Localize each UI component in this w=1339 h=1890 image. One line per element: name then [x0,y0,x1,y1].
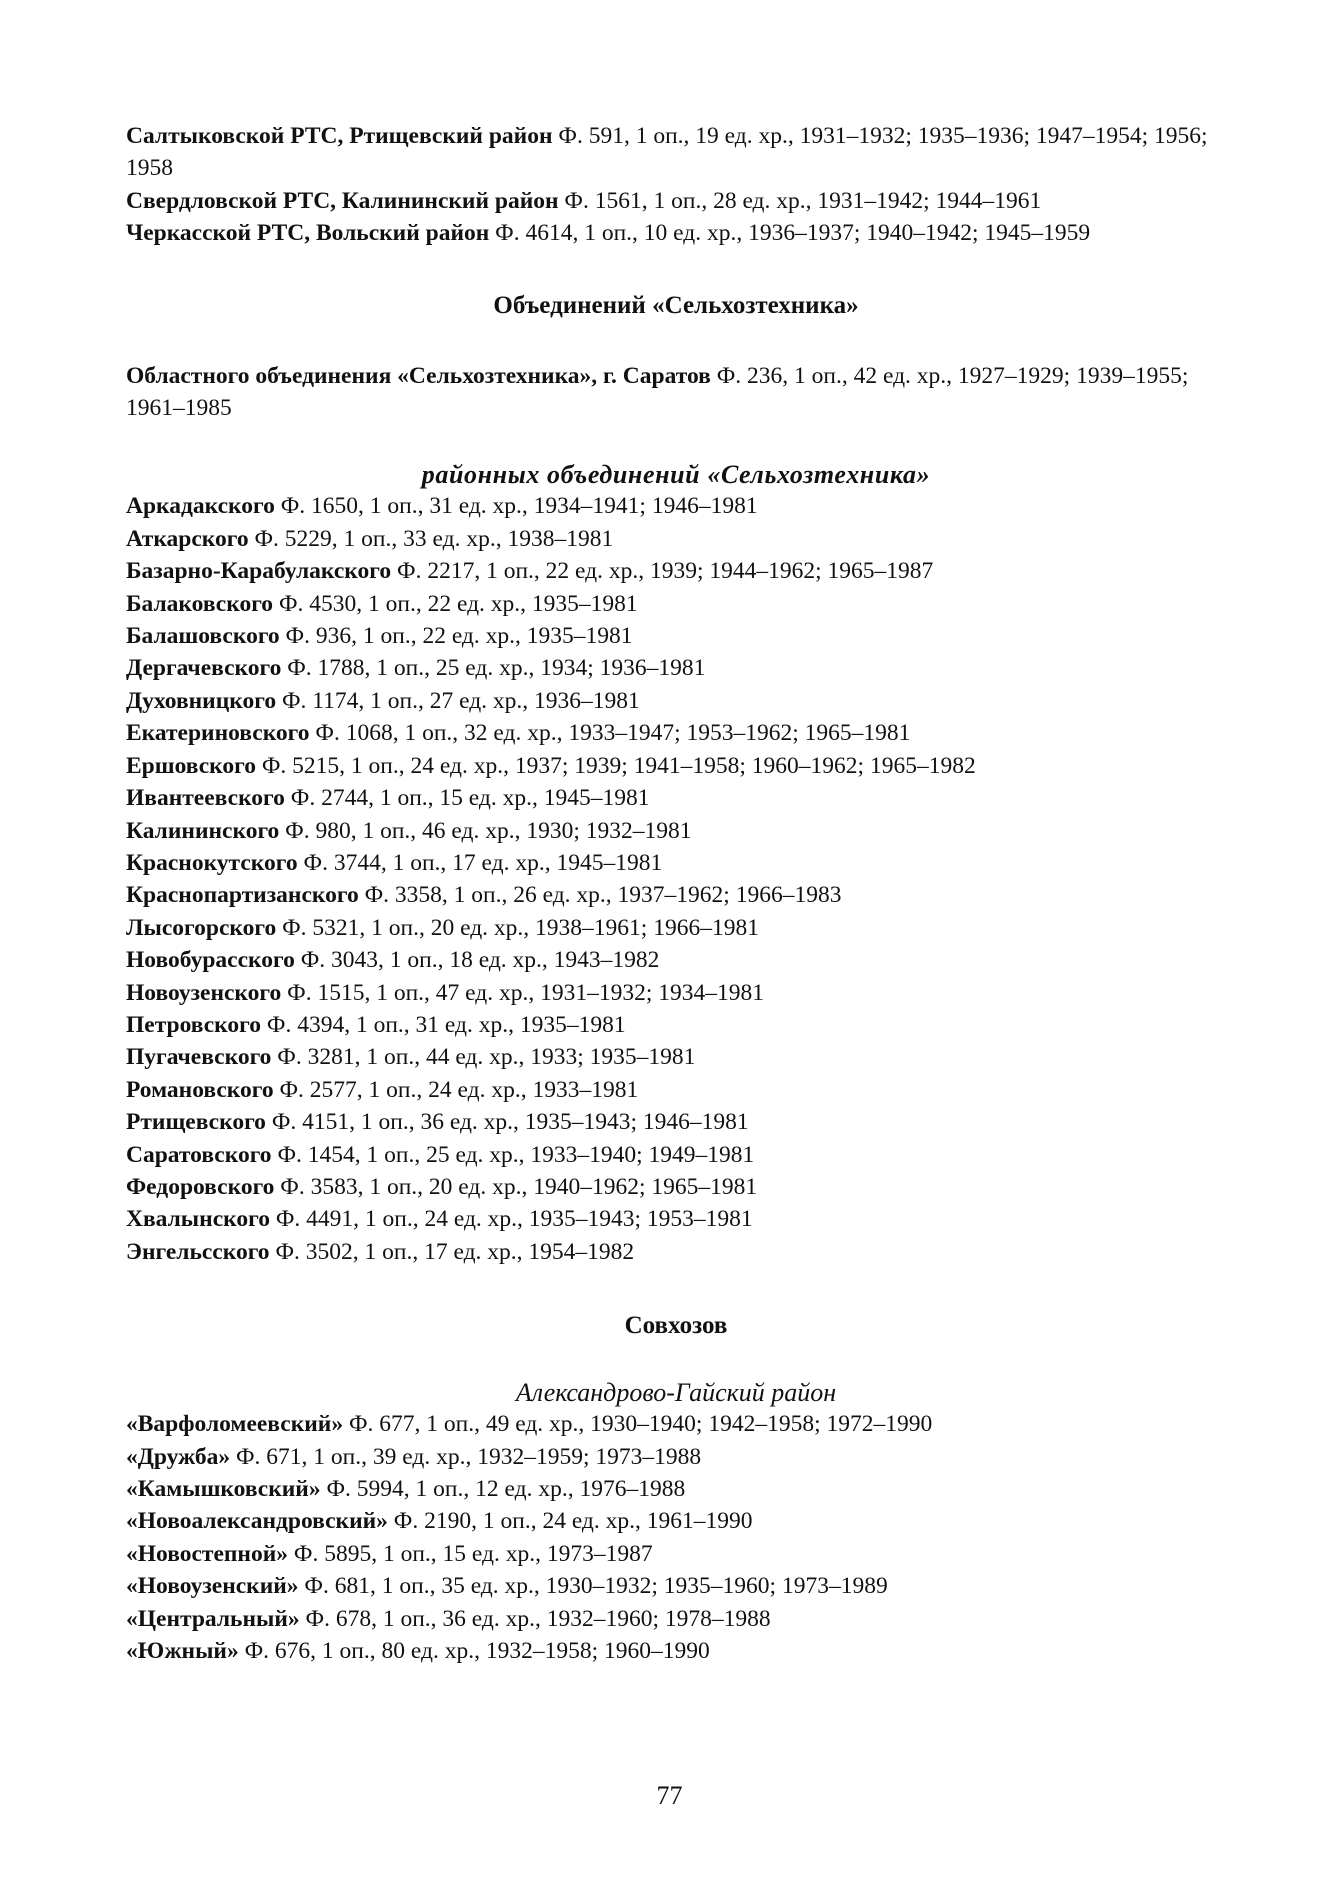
entry-details: Ф. 936, 1 оп., 22 ед. хр., 1935–1981 [279,623,633,650]
list-item [126,217,1211,249]
entry-details: Ф. 2190, 1 оп., 24 ед. хр., 1961–1990 [387,1508,753,1535]
entry-details: Ф. 676, 1 оп., 80 ед. хр., 1932–1958; 1960–1990 [238,1638,710,1665]
entry-details: Ф. 3502, 1 оп., 17 ед. хр., 1954–1982 [269,1238,635,1265]
entry-name: «Центральный» [126,1605,300,1632]
entry-details: Ф. 980, 1 оп., 46 ед. хр., 1930; 1932–1981 [279,817,692,844]
entry-name: Балаковского [126,590,274,617]
entry-name: Федоровского [126,1173,275,1200]
entry-details: Ф. 678, 1 оп., 36 ед. хр., 1932–1960; 1978–1988 [299,1605,771,1632]
entry-details: Ф. 2744, 1 оп., 15 ед. хр., 1945–1981 [284,785,650,812]
entry-details: Ф. 4530, 1 оп., 22 ед. хр., 1935–1981 [273,590,638,617]
entry-name: Свердловской РТС, Калининский район [126,187,559,214]
list-item [126,490,1226,522]
page-number: 77 [656,1781,683,1810]
list-item [126,1538,1226,1570]
list-item [126,1106,1226,1138]
entry-name: Балашовского [126,623,280,650]
list-item [126,120,1211,185]
entry-details: Ф. 5229, 1 оп., 33 ед. хр., 1938–1981 [248,525,614,552]
entry-details: Ф. 677, 1 оп., 49 ед. хр., 1930–1940; 1942–1958; 1972–1990 [343,1411,933,1438]
list-item [126,1570,1226,1602]
entry-details: Ф. 1650, 1 оп., 31 ед. хр., 1934–1941; 1946–1981 [274,493,758,520]
entry-name: Духовницкого [126,687,277,714]
entry-details: Ф. 236, 1 оп., 42 ед. хр., 1927–1929; 1939–1955; 1961–1985 [126,362,1189,422]
list-item [126,1473,1226,1505]
entry-details: Ф. 671, 1 оп., 39 ед. хр., 1932–1959; 1973–1988 [230,1443,702,1470]
entry-name: «Новостепной» [126,1540,288,1567]
entry-name: Лысогорского [126,914,277,941]
list-item [126,185,1211,217]
entry-details: Ф. 1561, 1 оп., 28 ед. хр., 1931–1942; 1944–1961 [558,187,1042,214]
list-item [126,879,1226,911]
entry-name: Ершовского [126,752,256,779]
entry-name: Аткарского [126,525,249,552]
entry-name: Новобурасского [126,947,295,974]
list-item [126,1408,1226,1440]
sovkhoz-list [126,1408,1226,1667]
entry-name: Ивантеевского [126,785,285,812]
list-item [126,1139,1226,1171]
entry-name: Областного объединения «Сельхозтехника», г. Саратов [126,362,711,389]
list-item [126,750,1226,782]
list-item [126,523,1226,555]
list-item [126,977,1226,1009]
entry-details: Ф. 681, 1 оп., 35 ед. хр., 1930–1932; 1935–1960; 1973–1989 [298,1573,888,1600]
list-item [126,1009,1226,1041]
entry-details: Ф. 2217, 1 оп., 22 ед. хр., 1939; 1944–1962; 1965–1987 [391,558,934,585]
entry-details: Ф. 4491, 1 оп., 24 ед. хр., 1935–1943; 1953–1981 [269,1206,753,1233]
list-item [126,1505,1226,1537]
entry-details: Ф. 1454, 1 оп., 25 ед. хр., 1933–1940; 1949–1981 [271,1141,755,1168]
entry-details: Ф. 4394, 1 оп., 31 ед. хр., 1935–1981 [261,1011,626,1038]
list-item [126,1236,1226,1268]
entry-name: «Камышковский» [126,1476,321,1502]
list-item [126,782,1226,814]
list-item [126,685,1226,717]
entry-details: Ф. 1174, 1 оп., 27 ед. хр., 1936–1981 [276,687,640,714]
list-item [126,1635,1226,1667]
list-item [126,588,1226,620]
list-item [126,1171,1226,1203]
entry-name: Базарно-Карабулакского [126,558,392,585]
entry-name: Калининского [126,817,280,844]
entry-details: Ф. 3043, 1 оп., 18 ед. хр., 1943–1982 [294,947,660,974]
entry-details: Ф. 2577, 1 оп., 24 ед. хр., 1933–1981 [273,1076,639,1103]
rts-entry-list [126,120,1226,250]
list-item [126,815,1226,847]
entry-name: Энгельсского [126,1238,270,1265]
district-association-list [126,490,1226,1268]
entry-name: Романовского [126,1076,274,1103]
entry-name: «Новоузенский» [126,1573,299,1600]
entry-name: Краснопартизанского [126,882,359,909]
entry-name: Черкасской РТС, Вольский район [126,220,490,247]
entry-name: Хвалынского [126,1206,270,1233]
entry-name: «Варфоломеевский» [126,1411,344,1438]
entry-details: Ф. 1788, 1 оп., 25 ед. хр., 1934; 1936–1981 [281,655,706,682]
entry-details: Ф. 3583, 1 оп., 20 ед. хр., 1940–1962; 1965–1981 [274,1173,758,1200]
list-item [126,620,1226,652]
entry-details: Ф. 3358, 1 оп., 26 ед. хр., 1937–1962; 1966–1983 [358,882,842,909]
entry-name: Краснокутского [126,849,298,876]
entry-details: Ф. 1068, 1 оп., 32 ед. хр., 1933–1947; 1953–1962; 1965–1981 [309,720,911,747]
entry-details: Ф. 5994, 1 оп., 12 ед. хр., 1976–1988 [320,1476,686,1502]
section-title-selkhoztekhnika: Объединений «Сельхозтехника» [493,291,859,319]
entry-details: Ф. 1515, 1 оп., 47 ед. хр., 1931–1932; 1934–1981 [281,979,764,1006]
list-item [126,717,1226,749]
entry-name: Саратовского [126,1141,272,1168]
entry-details: Ф. 591, 1 оп., 19 ед. хр., 1931–1932; 1935–1936; 1947–1954; 1956; 1958 [126,123,1208,182]
entry-details: Ф. 4614, 1 оп., 10 ед. хр., 1936–1937; 1940–1942; 1945–1959 [489,220,1091,247]
entry-details: Ф. 5215, 1 оп., 24 ед. хр., 1937; 1939; 1941–1958; 1960–1962; 1965–1982 [255,752,976,779]
entry-name: «Дружба» [126,1443,231,1470]
entry-details: Ф. 4151, 1 оп., 36 ед. хр., 1935–1943; 1946–1981 [265,1109,749,1136]
list-item [126,652,1226,684]
entry-name: Аркадакского [126,493,275,520]
list-item [126,944,1226,976]
entry-details: Ф. 3281, 1 оп., 44 ед. хр., 1933; 1935–1981 [271,1044,696,1071]
entry-name: «Новоалександровский» [126,1508,388,1535]
entry-name: «Южный» [126,1638,239,1665]
list-item [126,1203,1226,1235]
entry-name: Салтыковской РТС, Ртищевский район [126,123,553,149]
entry-details: Ф. 3744, 1 оп., 17 ед. хр., 1945–1981 [297,849,663,876]
entry-details: Ф. 5321, 1 оп., 20 ед. хр., 1938–1961; 1966–1981 [276,914,759,941]
list-item [126,1603,1226,1635]
page-content [126,120,1226,1667]
entry-name: Пугачевского [126,1044,272,1071]
section-title-sovkhozes: Совхозов [624,1312,728,1340]
list-item [126,1441,1226,1473]
entry-details: Ф. 5895, 1 оп., 15 ед. хр., 1973–1987 [288,1540,653,1567]
entry-name: Ртищевского [126,1109,266,1136]
entry-name: Новоузенского [126,979,282,1006]
entry-name: Дергачевского [126,655,282,682]
list-item [126,1041,1226,1073]
subsection-title-district: Александрово-Гайский район [515,1378,837,1408]
list-item [126,555,1226,587]
entry-name: Екатериновского [126,720,310,747]
list-item [126,912,1226,944]
entry-name: Петровского [126,1011,261,1038]
regional-association-entry [126,360,1211,425]
list-item [126,1074,1226,1106]
subsection-title-district-associations: районных объединений «Сельхозтехника» [421,460,931,490]
list-item [126,847,1226,879]
